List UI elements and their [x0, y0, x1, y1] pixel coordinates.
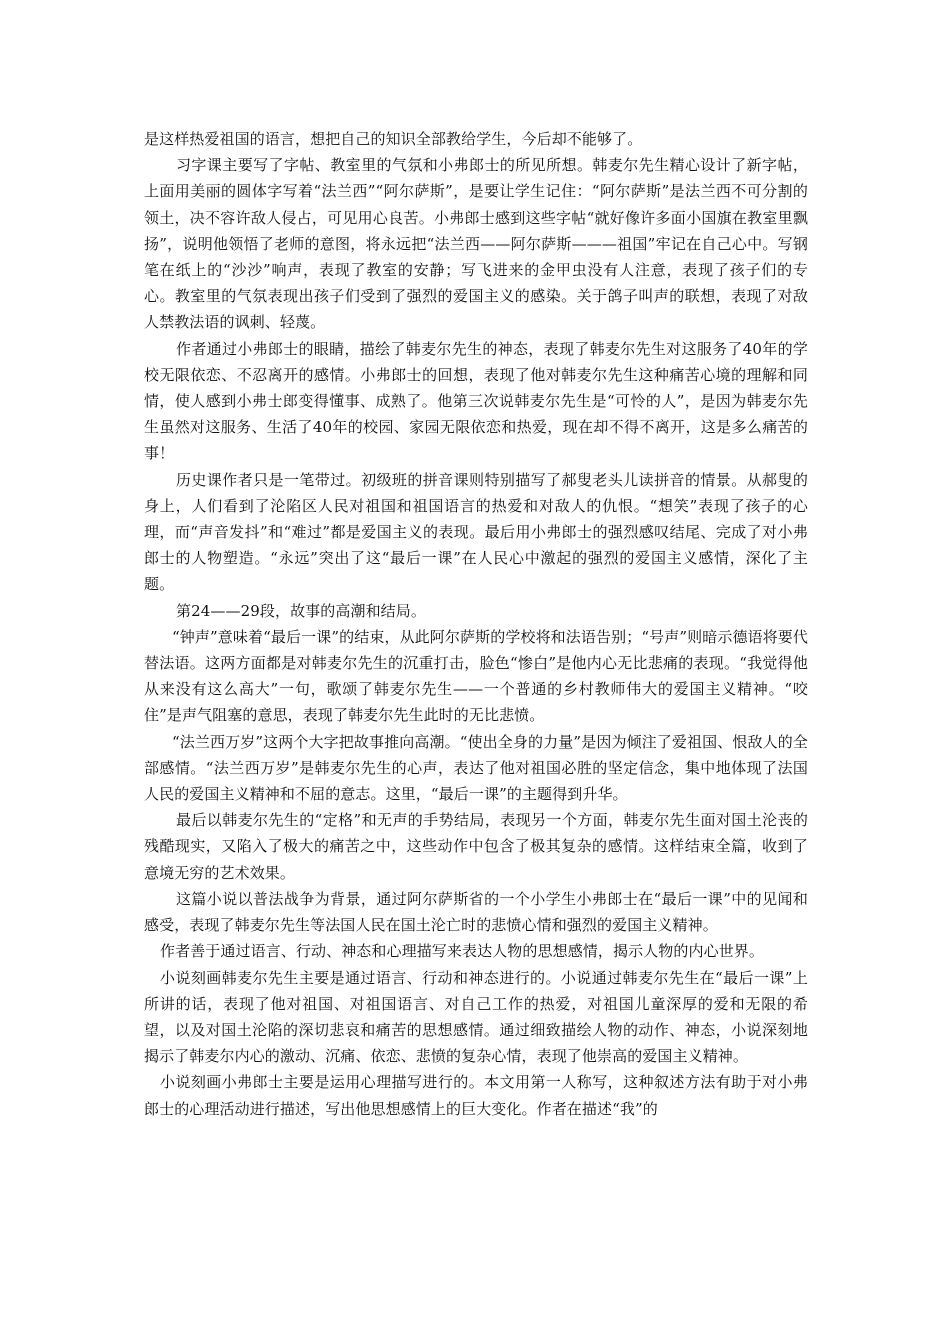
paragraph-section-24-29: 第24——29段，故事的高潮和结局。	[176, 601, 426, 620]
paragraph-vive-la-france: “法兰西万岁”这两个大字把故事推向高潮。“使出全身的力量”是因为倾注了爱祖国、恨敌人的全部感情。“法兰西万岁”是韩麦尔先生的心声，表达了他对祖国必胜的坚定信念，集中地体现了法国人民的爱国主义精神和不屈的意志。这里，“最后一课”的主题得到升华。	[144, 732, 808, 804]
paragraph-calligraphy-lesson: 习字课主要写了字帖、教室里的气氛和小弗郎士的所见所想。韩麦尔先生精心设计了新字帖，上面用美丽的圆体字写着“法兰西”“阿尔萨斯”，是要让学生记住：“阿尔萨斯”是法兰西不可分割的领土，决不容许敌人侵占，可见用心良苦。小弗郎士感到这些字帖“就好像许多面小国旗在教室里飘扬”，说明他领悟了老师的意图，将永远把“法兰西——阿尔萨斯———祖国”牢记在自己心中。写钢笔在纸上的“沙沙”响声，表现了教室的安静；写飞进来的金甲虫没有人注意，表现了孩子们的专心。教室里的气氛表现出孩子们受到了强烈的爱国主义的感染。关于鸽子叫声的联想，表现了对敌人禁教法语的讽刺、轻蔑。	[144, 156, 808, 332]
paragraph-ending: 最后以韩麦尔先生的“定格”和无声的手势结局，表现另一个方面，韩麦尔先生面对国土沦丧的残酷现实，又陷入了极大的痛苦之中，这些动作中包含了极其复杂的感情。这样结束全篇，收到了意境无穷的艺术效果。	[144, 811, 808, 882]
body-text	[144, 126, 808, 1122]
paragraph-teacher-demeanor: 作者通过小弗郎士的眼睛，描绘了韩麦尔先生的神态，表现了韩麦尔先生对这服务了40年的学校无限依恋、不忍离开的感情。小弗郎士的回想，表现了他对韩麦尔先生这种痛苦心境的理解和同情，使人感到小弗士郎变得懂事、成熟了。他第三次说韩麦尔先生是“可怜的人”，是因为韩麦尔先生虽然对这服务、生活了40年的校园、家园无限依恋和热爱，现在却不得不离开，这是多么痛苦的事！	[144, 339, 808, 463]
paragraph-continued: 是这样热爱祖国的语言，想把自己的知识全部教给学生，今后却不能够了。	[144, 130, 643, 148]
paragraph-background: 这篇小说以普法战争为背景，通过阿尔萨斯省的一个小学生小弗郎士在“最后一课”中的见闻和感受，表现了韩麦尔先生等法国人民在国土沦亡时的悲愤心情和强烈的爱国主义精神。	[144, 889, 808, 935]
paragraph-franz-portrayal: 小说刻画小弗郎士主要是运用心理描写进行的。本文用第一人称写，这种叙述方法有助于对小弗郎士的心理活动进行描述，写出他思想感情上的巨大变化。作者在描述“我”的	[144, 1073, 808, 1118]
paragraph-writing-technique: 作者善于通过语言、行动、神态和心理描写来表达人物的思想感情，揭示人物的内心世界。	[160, 942, 765, 961]
paragraph-bell-sound: “钟声”意味着“最后一课”的结束，从此阿尔萨斯的学校将和法语告别；“号声”则暗示德语将要代替法语。这两方面都是对韩麦尔先生的沉重打击，脸色“惨白”是他内心无比悲痛的表现。“我觉得他从来没有这么高大”一句，歌颂了韩麦尔先生——一个普通的乡村教师伟大的爱国主义精神。“咬住”是声气阻塞的意思，表现了韩麦尔先生此时的无比悲愤。	[144, 627, 808, 725]
paragraph-history-lesson: 历史课作者只是一笔带过。初级班的拼音课则特别描写了郝叟老头儿读拼音的情景。从郝叟的身上，人们看到了沦陷区人民对祖国和祖国语言的热爱和对敌人的仇恨。“想笑”表现了孩子的心理，而“声音发抖”和“难过”都是爱国主义的表现。最后用小弗郎士的强烈感叹结尾、完成了对小弗郎士的人物塑造。“永远”突出了这“最后一课”在人民心中激起的强烈的爱国主义感情，深化了主题。	[144, 470, 808, 594]
paragraph-hamel-portrayal: 小说刻画韩麦尔先生主要是通过语言、行动和神态进行的。小说通过韩麦尔先生在“最后一课”上所讲的话，表现了他对祖国、对祖国语言、对自己工作的热爱，对祖国儿童深厚的爱和无限的希望，以及对国土沦陷的深切悲哀和痛苦的思想感情。通过细致描绘人物的动作、神态，小说深刻地揭示了韩麦尔内心的激动、沉痛、依恋、悲愤的复杂心情，表现了他崇高的爱国主义精神。	[144, 968, 808, 1066]
